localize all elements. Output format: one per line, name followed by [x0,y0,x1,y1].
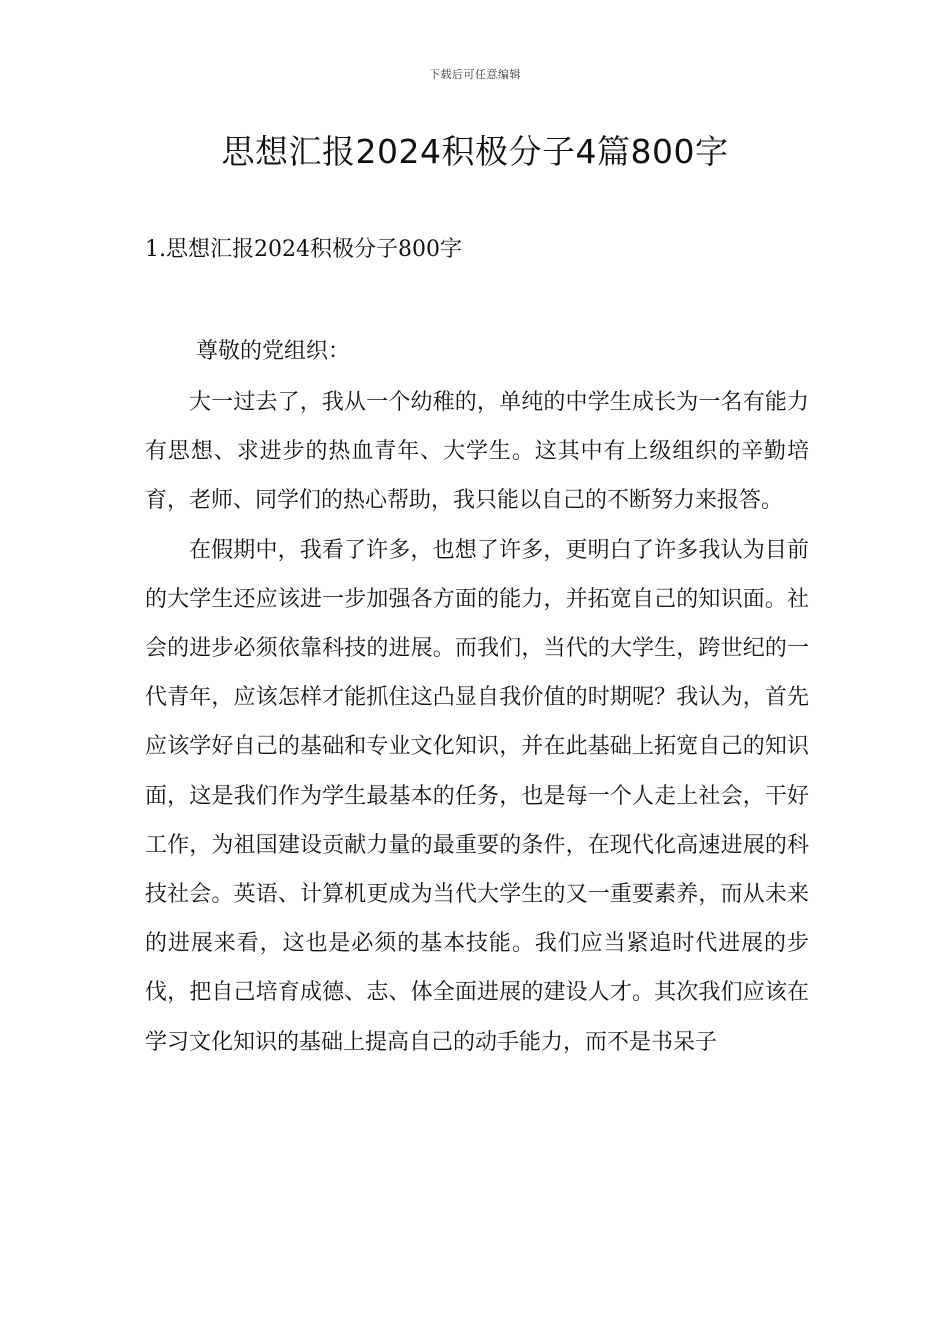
header-note: 下载后可任意编辑 [429,68,521,81]
document-title: 思想汇报2024积极分子4篇800字 [221,132,729,171]
body-text [145,378,809,1067]
paragraph: 大一过去了，我从一个幼稚的，单纯的中学生成长为一名有能力有思想、求进步的热血青年、大学生。这其中有上级组织的辛勤培育，老师、同学们的热心帮助，我只能以自己的不断努力来报答。 [145,390,809,514]
section-heading: 1.思想汇报2024积极分子800字 [145,237,462,262]
salutation: 尊敬的党组织： [196,339,351,364]
paragraph: 在假期中，我看了许多，也想了许多，更明白了许多我认为目前的大学生还应该进一步加强各方面的能力，并拓宽自己的知识面。社会的进步必须依靠科技的进展。而我们，当代的大学生，跨世纪的一代青年，应该怎样才能抓住这凸显自我价值的时期呢？我认为，首先应该学好自己的基础和专业文化知识，并在此基础上拓宽自己的知识面，这是我们作为学生最基本的任务，也是每一个人走上社会，干好工作，为祖国建设贡献力量的最重要的条件，在现代化高速进展的科技社会。英语、计算机更成为当代大学生的又一重要素养，而从未来的进展来看，这也是必须的基本技能。我们应当紧追时代进展的步伐，把自己培育成德、志、体全面进展的建设人才。其次我们应该在学习文化知识的基础上提高自己的动手能力，而不是书呆子 [145,537,809,1055]
